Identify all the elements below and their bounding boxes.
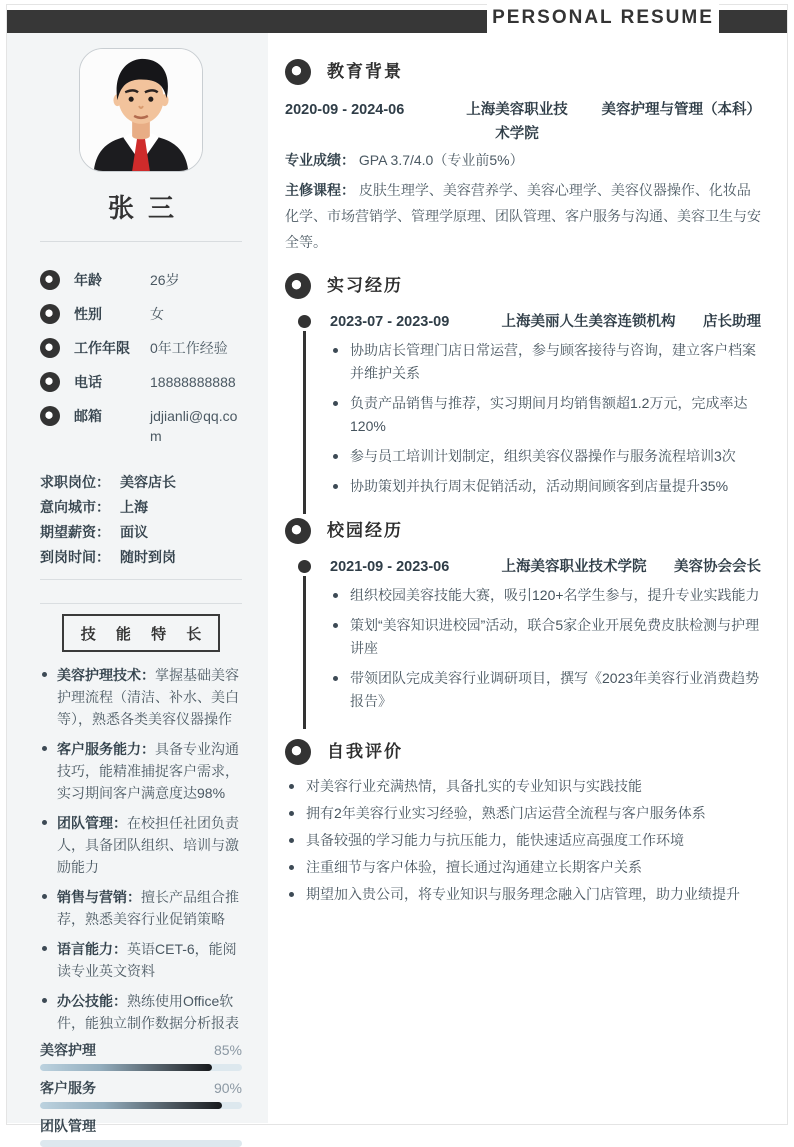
courses-label: 主修课程： <box>285 182 355 198</box>
level-label: 客户服务 <box>40 1080 96 1096</box>
section-education <box>285 59 761 255</box>
internship-bullets <box>330 339 761 498</box>
bullet-item: 对美容行业充满热情，具备扎实的专业知识与实践技能 <box>285 773 761 800</box>
courses-value: 皮肤生理学、美容营养学、美容心理学、美容仪器操作、化妆品化学、市场营销学、管理学原理、团队管理、客户服务与沟通、美容卫生与安全等。 <box>285 182 761 250</box>
skill-term: 团队管理： <box>57 815 127 831</box>
info-label: 邮箱 <box>74 408 102 424</box>
bullet-dot-icon <box>40 372 60 392</box>
candidate-name: 张三 <box>107 193 188 223</box>
skill-term: 客户服务能力： <box>57 741 155 757</box>
bullet-dot-icon <box>40 338 60 358</box>
bullet-item: 协助策划并执行周末促销活动，活动期间顾客到店量提升35% <box>330 475 761 498</box>
bullet-item: 协助店长管理门店日常运营，参与顾客接待与咨询，建立客户档案并维护关系 <box>330 339 761 385</box>
gpa-value: GPA 3.7/4.0（专业前5%） <box>358 152 524 168</box>
courses-line <box>285 177 761 255</box>
internship-company: 上海美丽人生美容连锁机构 <box>501 314 676 330</box>
gpa-label: 专业成绩： <box>285 152 355 168</box>
skill-item <box>40 938 242 982</box>
skill-item <box>40 664 242 730</box>
intent-value: 上海 <box>120 499 148 515</box>
skill-item <box>40 738 242 804</box>
section-dot-icon <box>285 273 311 299</box>
intent-label: 求职岗位： <box>40 474 110 490</box>
skill-desc: 擅长产品组合推荐，熟悉美容行业促销策略 <box>57 889 239 927</box>
intent-value: 面议 <box>120 524 148 540</box>
bullet-item: 组织校园美容技能大赛，吸引120+名学生参与，提升专业实践能力 <box>330 584 761 607</box>
progress-fill <box>40 1102 222 1109</box>
skill-item <box>40 990 242 1034</box>
skills-list <box>40 664 242 1034</box>
bullet-dot-icon <box>40 270 60 290</box>
skill-item <box>40 812 242 878</box>
bullet-item: 参与员工培训计划制定，组织美容仪器操作与服务流程培训3次 <box>330 445 761 468</box>
internship-entry <box>285 311 761 498</box>
progress-track <box>40 1102 242 1109</box>
intent-label: 到岗时间： <box>40 549 110 565</box>
level-percent: 90% <box>213 1080 242 1096</box>
info-value: 26岁 <box>150 272 180 288</box>
skill-term: 语言能力： <box>57 941 127 957</box>
skill-level-bars <box>40 1042 242 1147</box>
bullet-item: 负责产品销售与推荐，实习期间月均销售额超1.2万元，完成率达120% <box>330 392 761 438</box>
campus-date: 2021-09 - 2023-06 <box>330 559 450 575</box>
skill-desc: 熟练使用Office软件，能独立制作数据分析报表 <box>57 993 239 1031</box>
info-value: 0年工作经验 <box>150 340 228 356</box>
education-school: 上海美容职业技术学院 <box>466 102 568 142</box>
progress-track <box>40 1140 242 1147</box>
gpa-line <box>285 148 761 172</box>
section-internship <box>285 273 761 498</box>
bullet-item: 策划“美容知识进校园”活动，联合5家企业开展免费皮肤检测与护理讲座 <box>330 614 761 660</box>
info-label: 工作年限 <box>74 340 130 356</box>
internship-entry-header <box>330 311 761 333</box>
skill-desc: 具备专业沟通技巧，能精准捕捉客户需求，实习期间客户满意度达98% <box>57 741 239 801</box>
level-label: 美容护理 <box>40 1042 96 1058</box>
intent-row-availability <box>40 547 242 567</box>
education-entry <box>285 98 761 146</box>
bullet-dot-icon <box>40 304 60 324</box>
divider <box>40 241 242 242</box>
section-title: 实习经历 <box>327 276 403 295</box>
divider <box>40 579 242 580</box>
level-label: 团队管理 <box>40 1118 96 1134</box>
education-degree: 美容护理与管理（本科） <box>601 102 761 118</box>
section-title: 校园经历 <box>327 521 403 540</box>
progress-track <box>40 1064 242 1071</box>
intent-value: 美容店长 <box>120 474 176 490</box>
skill-desc: 掌握基础美容护理流程（清洁、补水、美白等），熟悉各类美容仪器操作 <box>57 667 239 727</box>
bullet-item: 期望加入贵公司，将专业知识与服务理念融入门店管理，助力业绩提升 <box>285 881 761 908</box>
job-intent-list <box>40 472 242 567</box>
info-label: 性别 <box>74 306 102 322</box>
progress-fill <box>40 1064 212 1071</box>
bullet-item: 注重细节与客户体验，擅长通过沟通建立长期客户关系 <box>285 854 761 881</box>
avatar-illustration <box>80 49 202 171</box>
info-row-phone <box>40 372 242 392</box>
info-value: jdjianli@qq.com <box>150 408 238 444</box>
skill-desc: 在校担任社团负责人，具备团队组织、培训与激励能力 <box>57 815 239 875</box>
info-value: 18888888888 <box>150 374 236 390</box>
evaluation-header <box>285 739 761 765</box>
main-column <box>285 59 761 908</box>
level-item <box>40 1080 242 1109</box>
level-item <box>40 1042 242 1071</box>
campus-entry <box>285 556 761 713</box>
internship-date: 2023-07 - 2023-09 <box>330 314 450 330</box>
intent-row-city <box>40 497 242 517</box>
bullet-item: 带领团队完成美容行业调研项目，撰写《2023年美容行业消费趋势报告》 <box>330 667 761 713</box>
internship-header <box>285 273 761 299</box>
level-percent: 85% <box>213 1042 242 1058</box>
education-date: 2020-09 - 2024-06 <box>285 102 405 118</box>
skill-item <box>40 886 242 930</box>
section-dot-icon <box>285 59 311 85</box>
info-row-email <box>40 406 242 446</box>
campus-school: 上海美容职业技术学院 <box>501 559 647 575</box>
bullet-dot-icon <box>40 406 60 426</box>
info-row-gender <box>40 304 242 324</box>
internship-role: 店长助理 <box>703 314 761 330</box>
evaluation-bullets <box>285 773 761 908</box>
personal-info-list <box>40 270 242 446</box>
intent-row-position <box>40 472 242 492</box>
skills-section-title: 技 能 特 长 <box>62 614 220 652</box>
divider <box>40 603 242 604</box>
section-title: 教育背景 <box>327 62 403 81</box>
intent-value: 随时到岗 <box>120 549 176 565</box>
section-campus <box>285 518 761 713</box>
skill-term: 美容护理技术： <box>57 667 155 683</box>
info-label: 电话 <box>74 374 102 390</box>
info-row-experience <box>40 338 242 358</box>
skill-desc: 英语CET-6，能阅读专业英文资料 <box>57 941 237 979</box>
sidebar <box>7 33 268 1134</box>
section-title: 自我评价 <box>327 742 403 761</box>
level-item <box>40 1118 242 1147</box>
education-header <box>285 59 761 85</box>
campus-role: 美容协会会长 <box>674 559 761 575</box>
timeline-line <box>303 576 306 729</box>
section-evaluation <box>285 739 761 908</box>
timeline-dot <box>298 315 311 328</box>
campus-bullets <box>330 584 761 713</box>
intent-row-salary <box>40 522 242 542</box>
skill-term: 办公技能： <box>57 993 127 1009</box>
info-label: 年龄 <box>74 272 102 288</box>
timeline-dot <box>298 560 311 573</box>
bullet-item: 拥有2年美容行业实习经验，熟悉门店运营全流程与客户服务体系 <box>285 800 761 827</box>
skill-term: 销售与营销： <box>57 889 141 905</box>
intent-label: 期望薪资： <box>40 524 110 540</box>
page-title: PERSONAL RESUME <box>487 0 719 36</box>
info-row-age <box>40 270 242 290</box>
campus-entry-header <box>330 556 761 578</box>
bullet-item: 具备较强的学习能力与抗压能力，能快速适应高强度工作环境 <box>285 827 761 854</box>
timeline-line <box>303 331 306 514</box>
section-dot-icon <box>285 739 311 765</box>
intent-label: 意向城市： <box>40 499 110 515</box>
info-value: 女 <box>150 306 164 322</box>
avatar <box>79 48 203 172</box>
campus-header <box>285 518 761 544</box>
section-dot-icon <box>285 518 311 544</box>
